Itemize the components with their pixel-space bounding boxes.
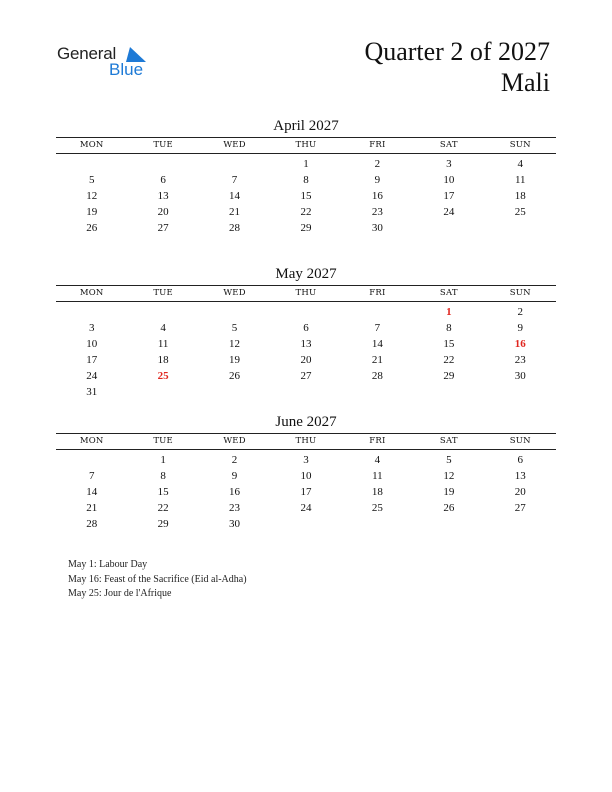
- day-cell: 13: [514, 470, 526, 482]
- day-cell: 19: [443, 486, 455, 498]
- month-calendar-april: [56, 116, 556, 236]
- day-cell: 6: [303, 322, 309, 334]
- weekday-header-row: [56, 433, 556, 450]
- weekday-label: FRI: [369, 288, 386, 298]
- month-title: April 2027: [273, 118, 339, 134]
- empty-day-cell: [127, 384, 198, 400]
- holiday-day-cell: 1: [446, 306, 452, 318]
- week-row: [56, 188, 556, 204]
- day-cell: 26: [229, 370, 241, 382]
- month-calendar-june: [56, 412, 556, 532]
- week-row: [56, 452, 556, 468]
- weekday-label: MON: [79, 140, 104, 150]
- month-title: June 2027: [275, 414, 337, 430]
- day-cell: 28: [371, 370, 383, 382]
- holiday-day-cell: 16: [514, 338, 526, 350]
- day-cell: 18: [371, 486, 383, 498]
- empty-day-cell: [270, 516, 341, 532]
- day-cell: 14: [86, 486, 98, 498]
- day-cell: 19: [86, 206, 98, 218]
- weekday-label: WED: [223, 288, 246, 298]
- day-cell: 8: [303, 174, 309, 186]
- day-cell: 23: [229, 502, 241, 514]
- week-row: [56, 156, 556, 172]
- week-row: [56, 368, 556, 384]
- empty-day-cell: [342, 516, 413, 532]
- generalblue-logo: [57, 44, 157, 84]
- day-cell: 17: [86, 354, 98, 366]
- day-cell: 10: [86, 338, 98, 350]
- day-cell: 20: [157, 206, 169, 218]
- day-cell: 24: [443, 206, 455, 218]
- weekday-label: TUE: [153, 288, 173, 298]
- weekday-label: TUE: [153, 140, 173, 150]
- empty-day-cell: [127, 156, 198, 172]
- week-row: [56, 468, 556, 484]
- day-cell: 8: [446, 322, 452, 334]
- weekday-label: SUN: [509, 140, 531, 150]
- day-cell: 2: [231, 454, 238, 466]
- day-cell: 26: [443, 502, 455, 514]
- weekday-label: FRI: [369, 436, 386, 446]
- day-cell: 8: [160, 470, 166, 482]
- day-cell: 26: [86, 222, 98, 234]
- day-cell: 15: [300, 190, 312, 202]
- weekday-label: WED: [223, 140, 246, 150]
- weekday-header-row: [56, 285, 556, 302]
- day-cell: 27: [157, 222, 169, 234]
- day-cell: 23: [514, 354, 526, 366]
- week-row: [56, 336, 556, 352]
- empty-day-cell: [485, 516, 556, 532]
- day-cell: 24: [86, 370, 98, 382]
- weekday-label: SAT: [439, 288, 458, 298]
- week-row: [56, 484, 556, 500]
- day-cell: 14: [229, 190, 241, 202]
- day-cell: 10: [443, 174, 455, 186]
- empty-day-cell: [56, 304, 127, 320]
- day-cell: 27: [300, 370, 312, 382]
- page-header: [364, 36, 550, 98]
- day-cell: 18: [514, 190, 526, 202]
- day-cell: 7: [231, 174, 238, 186]
- day-cell: 2: [374, 158, 381, 170]
- week-row: [56, 384, 556, 400]
- page-title: Quarter 2 of 2027: [364, 37, 550, 66]
- empty-day-cell: [485, 220, 556, 236]
- day-cell: 9: [374, 174, 381, 186]
- empty-day-cell: [342, 304, 413, 320]
- weekday-label: MON: [79, 288, 104, 298]
- day-cell: 3: [88, 322, 95, 334]
- empty-day-cell: [56, 156, 127, 172]
- day-cell: 21: [229, 206, 241, 218]
- empty-day-cell: [413, 220, 484, 236]
- logo-word-general: General: [57, 44, 117, 63]
- empty-day-cell: [413, 516, 484, 532]
- week-row: [56, 500, 556, 516]
- day-cell: 17: [300, 486, 312, 498]
- week-row: [56, 220, 556, 236]
- week-row: [56, 172, 556, 188]
- day-cell: 9: [231, 470, 238, 482]
- day-cell: 1: [160, 454, 166, 466]
- day-cell: 20: [300, 354, 312, 366]
- day-cell: 23: [371, 206, 383, 218]
- day-cell: 5: [231, 322, 238, 334]
- holiday-notes: [68, 558, 247, 602]
- day-cell: 30: [229, 518, 241, 530]
- day-cell: 1: [303, 158, 309, 170]
- day-cell: 12: [229, 338, 241, 350]
- day-cell: 3: [303, 454, 309, 466]
- day-cell: 25: [514, 206, 526, 218]
- weekday-label: THU: [295, 140, 317, 150]
- weekday-label: SUN: [509, 288, 531, 298]
- day-cell: 21: [86, 502, 98, 514]
- holiday-day-cell: 25: [157, 370, 169, 382]
- day-cell: 4: [160, 322, 166, 334]
- day-cell: 31: [86, 386, 98, 398]
- day-cell: 11: [372, 470, 383, 482]
- weekday-label: FRI: [369, 140, 386, 150]
- day-cell: 21: [371, 354, 383, 366]
- empty-day-cell: [127, 304, 198, 320]
- day-cell: 11: [157, 338, 169, 350]
- logo-word-blue: Blue: [109, 60, 144, 79]
- day-cell: 2: [517, 306, 523, 318]
- weekday-label: THU: [295, 288, 317, 298]
- day-cell: 25: [371, 502, 383, 514]
- day-cell: 6: [160, 174, 166, 186]
- day-cell: 27: [514, 502, 526, 514]
- day-cell: 12: [86, 190, 98, 202]
- day-cell: 18: [157, 354, 169, 366]
- weekday-label: SUN: [509, 436, 531, 446]
- day-cell: 29: [157, 518, 169, 530]
- weekday-header-row: [56, 137, 556, 154]
- day-cell: 5: [446, 454, 452, 466]
- weekday-label: TUE: [153, 436, 173, 446]
- day-cell: 16: [371, 190, 383, 202]
- day-cell: 30: [371, 222, 383, 234]
- month-calendar-may: [56, 264, 556, 400]
- week-row: [56, 516, 556, 532]
- weekday-label: SAT: [439, 140, 458, 150]
- week-row: [56, 320, 556, 336]
- day-cell: 19: [229, 354, 241, 366]
- day-cell: 4: [374, 454, 381, 466]
- empty-day-cell: [270, 384, 341, 400]
- day-cell: 4: [517, 158, 523, 170]
- day-cell: 10: [300, 470, 312, 482]
- day-cell: 9: [517, 322, 523, 334]
- empty-day-cell: [199, 304, 270, 320]
- day-cell: 7: [374, 322, 381, 334]
- holiday-note: May 16: Feast of the Sacrifice (Eid al-Adha): [68, 573, 247, 585]
- day-cell: 15: [157, 486, 169, 498]
- day-cell: 13: [300, 338, 312, 350]
- empty-day-cell: [199, 384, 270, 400]
- weekday-label: MON: [79, 436, 104, 446]
- day-cell: 12: [443, 470, 455, 482]
- empty-day-cell: [199, 156, 270, 172]
- day-cell: 30: [514, 370, 526, 382]
- weekday-label: WED: [223, 436, 246, 446]
- day-cell: 17: [443, 190, 455, 202]
- day-cell: 14: [371, 338, 383, 350]
- week-row: [56, 352, 556, 368]
- day-cell: 22: [443, 354, 455, 366]
- empty-day-cell: [56, 452, 127, 468]
- empty-day-cell: [270, 304, 341, 320]
- day-cell: 28: [86, 518, 98, 530]
- day-cell: 24: [300, 502, 312, 514]
- day-cell: 29: [300, 222, 312, 234]
- month-title: May 2027: [275, 266, 337, 282]
- week-row: [56, 304, 556, 320]
- day-cell: 7: [88, 470, 95, 482]
- holiday-note: May 1: Labour Day: [68, 559, 148, 570]
- day-cell: 5: [88, 174, 95, 186]
- week-row: [56, 204, 556, 220]
- country-name: Mali: [500, 68, 550, 97]
- day-cell: 22: [157, 502, 169, 514]
- day-cell: 13: [157, 190, 169, 202]
- day-cell: 6: [517, 454, 523, 466]
- day-cell: 29: [443, 370, 455, 382]
- day-cell: 15: [443, 338, 455, 350]
- day-cell: 28: [229, 222, 241, 234]
- weekday-label: SAT: [439, 436, 458, 446]
- weekday-label: THU: [295, 436, 317, 446]
- empty-day-cell: [342, 384, 413, 400]
- day-cell: 3: [446, 158, 452, 170]
- holiday-note: May 25: Jour de l'Afrique: [68, 588, 172, 599]
- day-cell: 16: [229, 486, 241, 498]
- day-cell: 20: [514, 486, 526, 498]
- empty-day-cell: [413, 384, 484, 400]
- day-cell: 22: [300, 206, 312, 218]
- day-cell: 11: [514, 174, 526, 186]
- empty-day-cell: [485, 384, 556, 400]
